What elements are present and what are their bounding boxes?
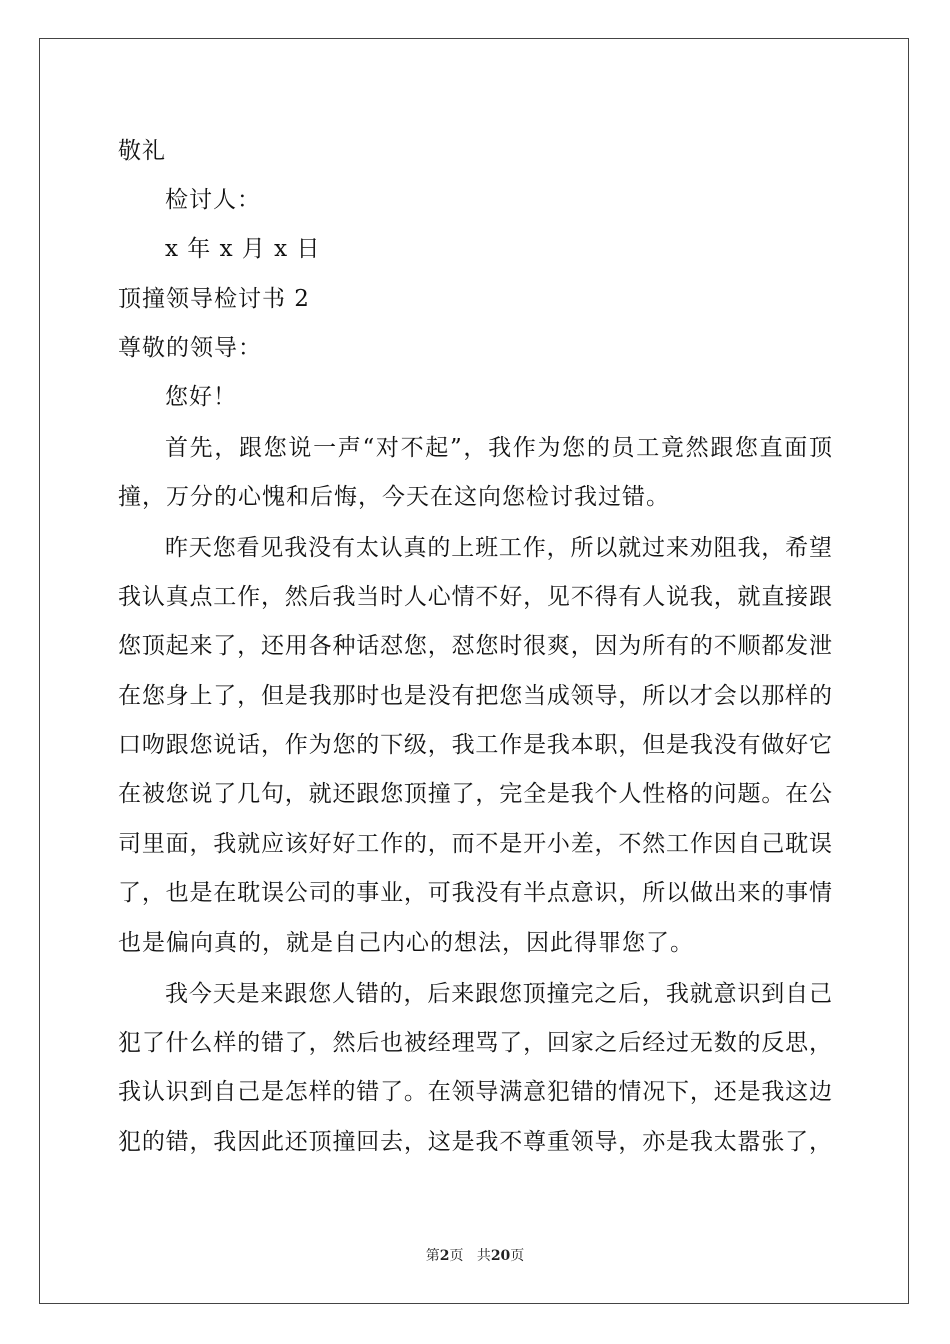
signature-label: 检讨人：: [165, 187, 261, 213]
paragraph2-line: 口吻跟您说话，作为您的下级，我工作是我本职，但是我没有做好它: [118, 732, 832, 758]
paragraph2-line: 司里面，我就应该好好工作的，而不是开小差，不然工作因自己耽误: [118, 831, 832, 857]
paragraph3-line: 犯了什么样的错了，然后也被经理骂了，回家之后经过无数的反思，: [118, 1030, 832, 1056]
paragraph2-line: 在您身上了，但是我那时也是没有把您当成领导，所以才会以那样的: [118, 683, 832, 709]
paragraph2-line: 在被您说了几句，就还跟您顶撞了，完全是我个人性格的问题。在公: [118, 781, 832, 807]
paragraph3-line: 我认识到自己是怎样的错了。在领导满意犯错的情况下，还是我这边: [118, 1079, 832, 1105]
closing-text: 敬礼: [118, 138, 166, 164]
paragraph2-line: 了，也是在耽误公司的事业，可我没有半点意识，所以做出来的事情: [118, 880, 832, 906]
footer-page-suffix: 页: [449, 1248, 464, 1264]
page-footer: [0, 1247, 950, 1265]
footer-page-number: 2: [439, 1248, 450, 1264]
paragraph2-line: 昨天您看见我没有太认真的上班工作，所以就过来劝阻我，希望: [165, 535, 832, 561]
salutation: 尊敬的领导：: [118, 335, 262, 361]
section-title: 顶撞领导检讨书 2: [118, 286, 310, 312]
paragraph2-line: 也是偏向真的，就是自己内心的想法，因此得罪您了。: [118, 930, 694, 956]
footer-total-prefix: 共: [476, 1248, 491, 1264]
paragraph2-line: 我认真点工作，然后我当时人心情不好，见不得有人说我，就直接跟: [118, 584, 832, 610]
footer-total-number: 20: [490, 1248, 511, 1264]
footer-total-suffix: 页: [510, 1248, 525, 1264]
paragraph1-line: 首先，跟您说一声“对不起”，我作为您的员工竟然跟您直面顶: [165, 435, 832, 461]
paragraph3-line: 我今天是来跟您人错的，后来跟您顶撞完之后，我就意识到自己: [165, 981, 832, 1007]
greeting: 您好！: [165, 384, 237, 410]
page-border: [39, 38, 909, 1304]
paragraph1-line: 撞，万分的心愧和后悔，今天在这向您检讨我过错。: [118, 484, 670, 510]
footer-page-prefix: 第: [425, 1248, 440, 1264]
date-line: x 年 x 月 x 日: [165, 236, 321, 262]
paragraph2-line: 您顶起来了，还用各种话怼您，怼您时很爽，因为所有的不顺都发泄: [118, 633, 832, 659]
paragraph3-line: 犯的错，我因此还顶撞回去，这是我不尊重领导，亦是我太嚣张了，: [118, 1129, 832, 1155]
